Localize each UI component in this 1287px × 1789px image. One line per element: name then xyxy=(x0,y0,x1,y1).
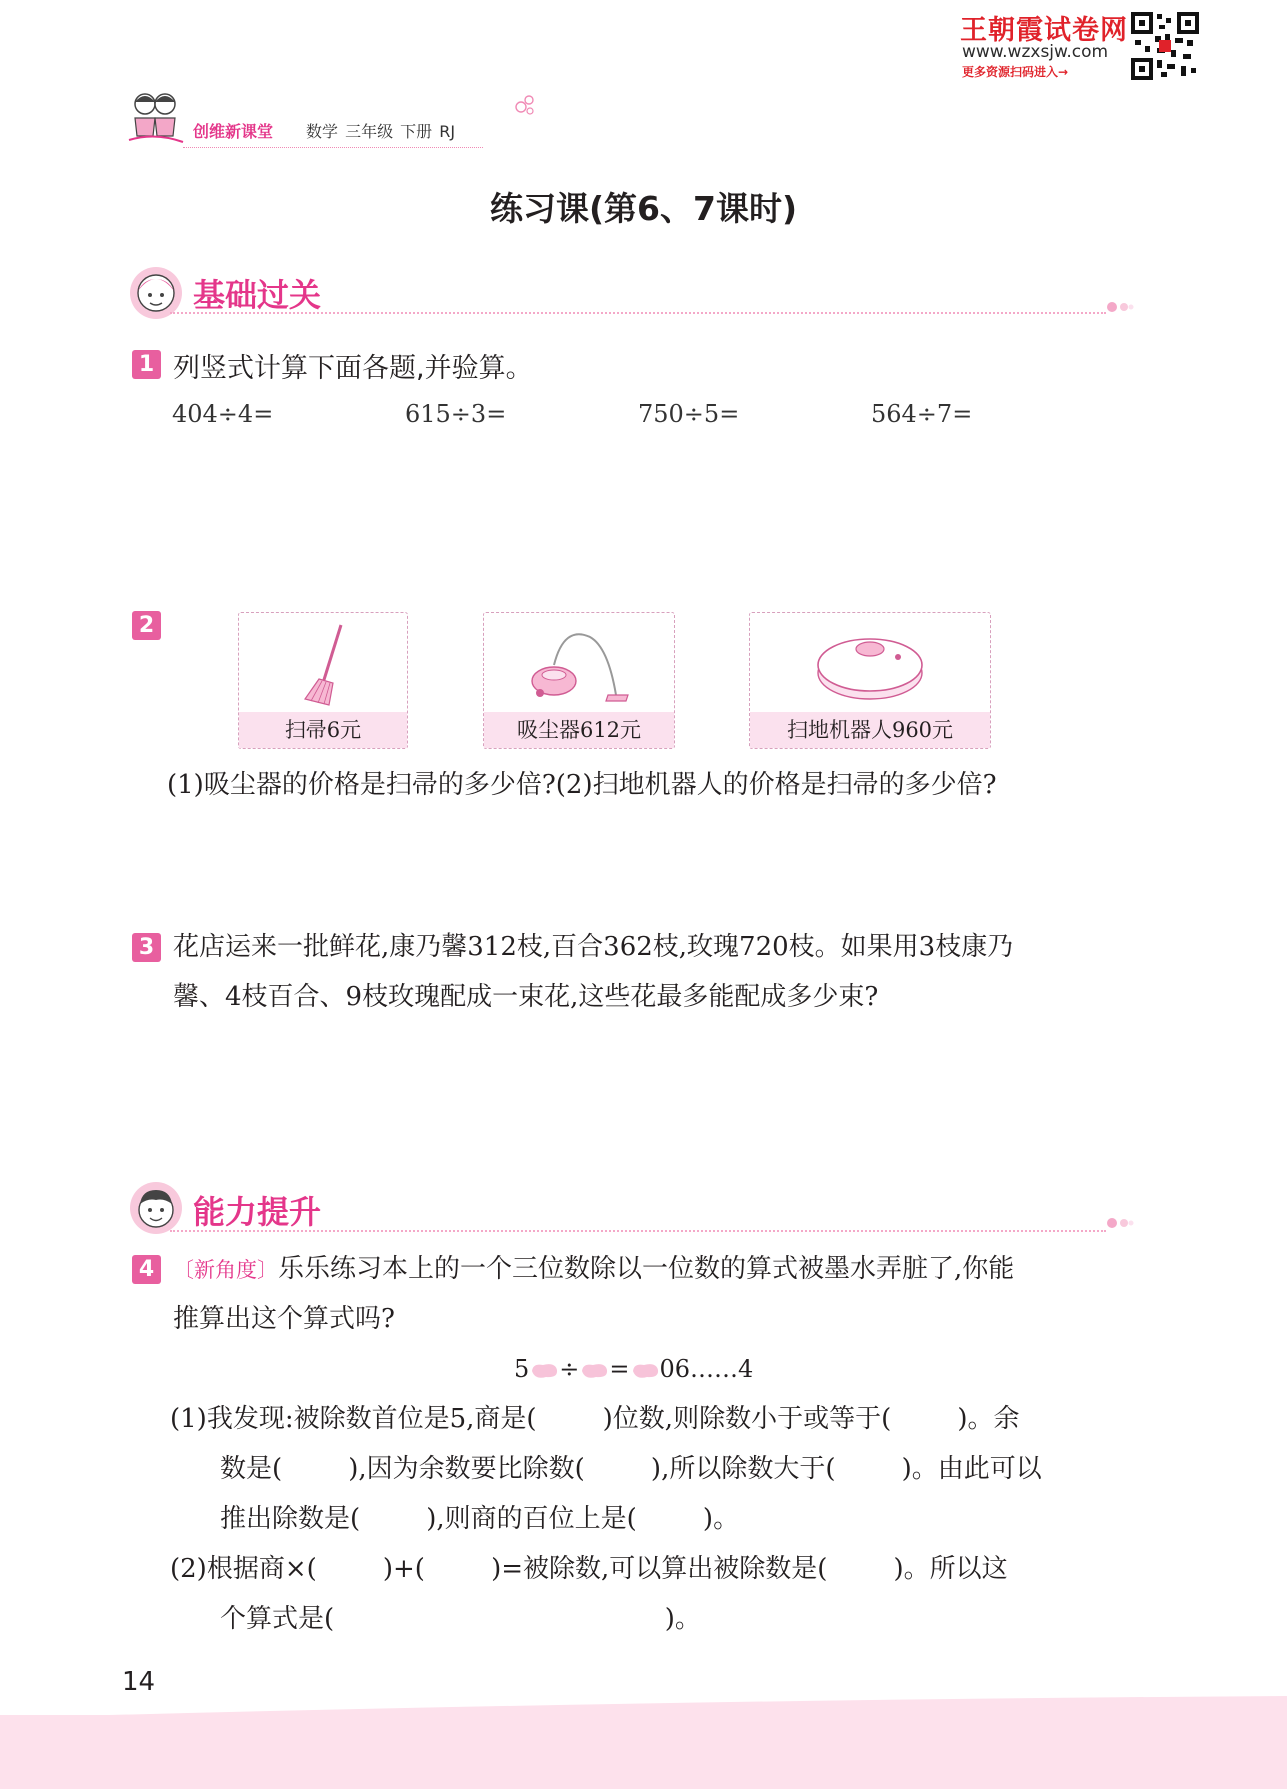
dots-ornament-icon xyxy=(1106,300,1134,314)
watermark-site-name: 王朝霞试卷网 xyxy=(960,15,1128,46)
product-card-vacuum xyxy=(483,612,675,749)
q1-calc-1: 404÷4= xyxy=(172,400,274,428)
product-card-broom xyxy=(238,612,408,749)
equation-quotient-tail: 06……4 xyxy=(659,1355,754,1383)
product-label-vacuum: 吸尘器612元 xyxy=(484,712,674,748)
section-divider-advanced xyxy=(170,1230,1106,1232)
q1-instruction: 列竖式计算下面各题,并验算。 xyxy=(173,353,533,384)
ink-blot-icon xyxy=(579,1362,609,1380)
question-number-2: 2 xyxy=(132,611,161,640)
ink-blot-icon xyxy=(630,1362,660,1380)
q4-part1-line1: (1)我发现:被除数首位是5,商是( )位数,则除数小于或等于( )。余 xyxy=(170,1404,1020,1434)
q4-equation xyxy=(514,1344,753,1394)
brand-name: 创维新课堂 xyxy=(193,122,274,141)
equation-equals-sign: = xyxy=(609,1355,630,1383)
q4-part2-line1: (2)根据商×( )+( )=被除数,可以算出被除数是( )。所以这 xyxy=(170,1554,1008,1584)
q2-question: (1)吸尘器的价格是扫帚的多少倍?(2)扫地机器人的价格是扫帚的多少倍? xyxy=(167,770,997,800)
q1-calc-4: 564÷7= xyxy=(871,400,973,428)
ink-blot-icon xyxy=(529,1362,559,1380)
q4-part1-line3: 推出除数是( ),则商的百位上是( )。 xyxy=(220,1504,740,1534)
product-card-robot xyxy=(749,612,991,749)
header-divider xyxy=(183,147,483,148)
watermark-url[interactable]: www.wzxsjw.com xyxy=(962,42,1109,62)
q3-text-line2: 馨、4枝百合、9枝玫瑰配成一束花,这些花最多能配成多少束? xyxy=(173,982,879,1012)
product-label-robot: 扫地机器人960元 xyxy=(750,712,990,748)
equation-dividend-head: 5 xyxy=(514,1355,530,1383)
q4-part1-line2: 数是( ),因为余数要比除数( ),所以除数大于( )。由此可以 xyxy=(220,1454,1042,1484)
q4-text-line1 xyxy=(173,1244,1014,1295)
product-label-broom: 扫帚6元 xyxy=(239,712,407,748)
robot-vacuum-icon xyxy=(810,617,930,707)
question-number-4: 4 xyxy=(132,1255,161,1284)
section-title-basic: 基础过关 xyxy=(193,276,322,314)
watermark-tip: 更多资源扫码进入→ xyxy=(962,65,1069,79)
equation-divide-sign: ÷ xyxy=(559,1355,580,1383)
page-number: 14 xyxy=(122,1667,156,1697)
section-divider-basic xyxy=(170,312,1106,314)
qr-code-icon[interactable] xyxy=(1131,12,1199,80)
q3-text-line1: 花店运来一批鲜花,康乃馨312枝,百合362枝,玫瑰720枝。如果用3枝康乃 xyxy=(173,932,1014,962)
subject-info: 数学 三年级 下册 RJ xyxy=(306,122,456,141)
q4-text-line1-body: 乐乐练习本上的一个三位数除以一位数的算式被墨水弄脏了,你能 xyxy=(278,1254,1015,1284)
q4-text-line2: 推算出这个算式吗? xyxy=(173,1304,395,1334)
q1-calc-2: 615÷3= xyxy=(405,400,507,428)
bubbles-icon xyxy=(514,93,536,117)
footer-band xyxy=(0,1715,1287,1789)
broom-icon xyxy=(289,621,359,707)
dots-ornament-icon xyxy=(1106,1216,1134,1230)
children-mascot-icon xyxy=(125,88,185,150)
question-number-1: 1 xyxy=(132,350,161,379)
q1-calc-3: 750÷5= xyxy=(638,400,740,428)
boy-avatar-icon xyxy=(128,1180,184,1236)
page-title: 练习课(第6、7课时) xyxy=(489,189,798,228)
vacuum-cleaner-icon xyxy=(524,621,634,707)
q4-part2-line2: 个算式是( )。 xyxy=(220,1604,701,1634)
section-title-advanced: 能力提升 xyxy=(193,1193,322,1231)
question-number-3: 3 xyxy=(132,933,161,962)
new-angle-tag: 〔新角度〕 xyxy=(173,1258,278,1282)
